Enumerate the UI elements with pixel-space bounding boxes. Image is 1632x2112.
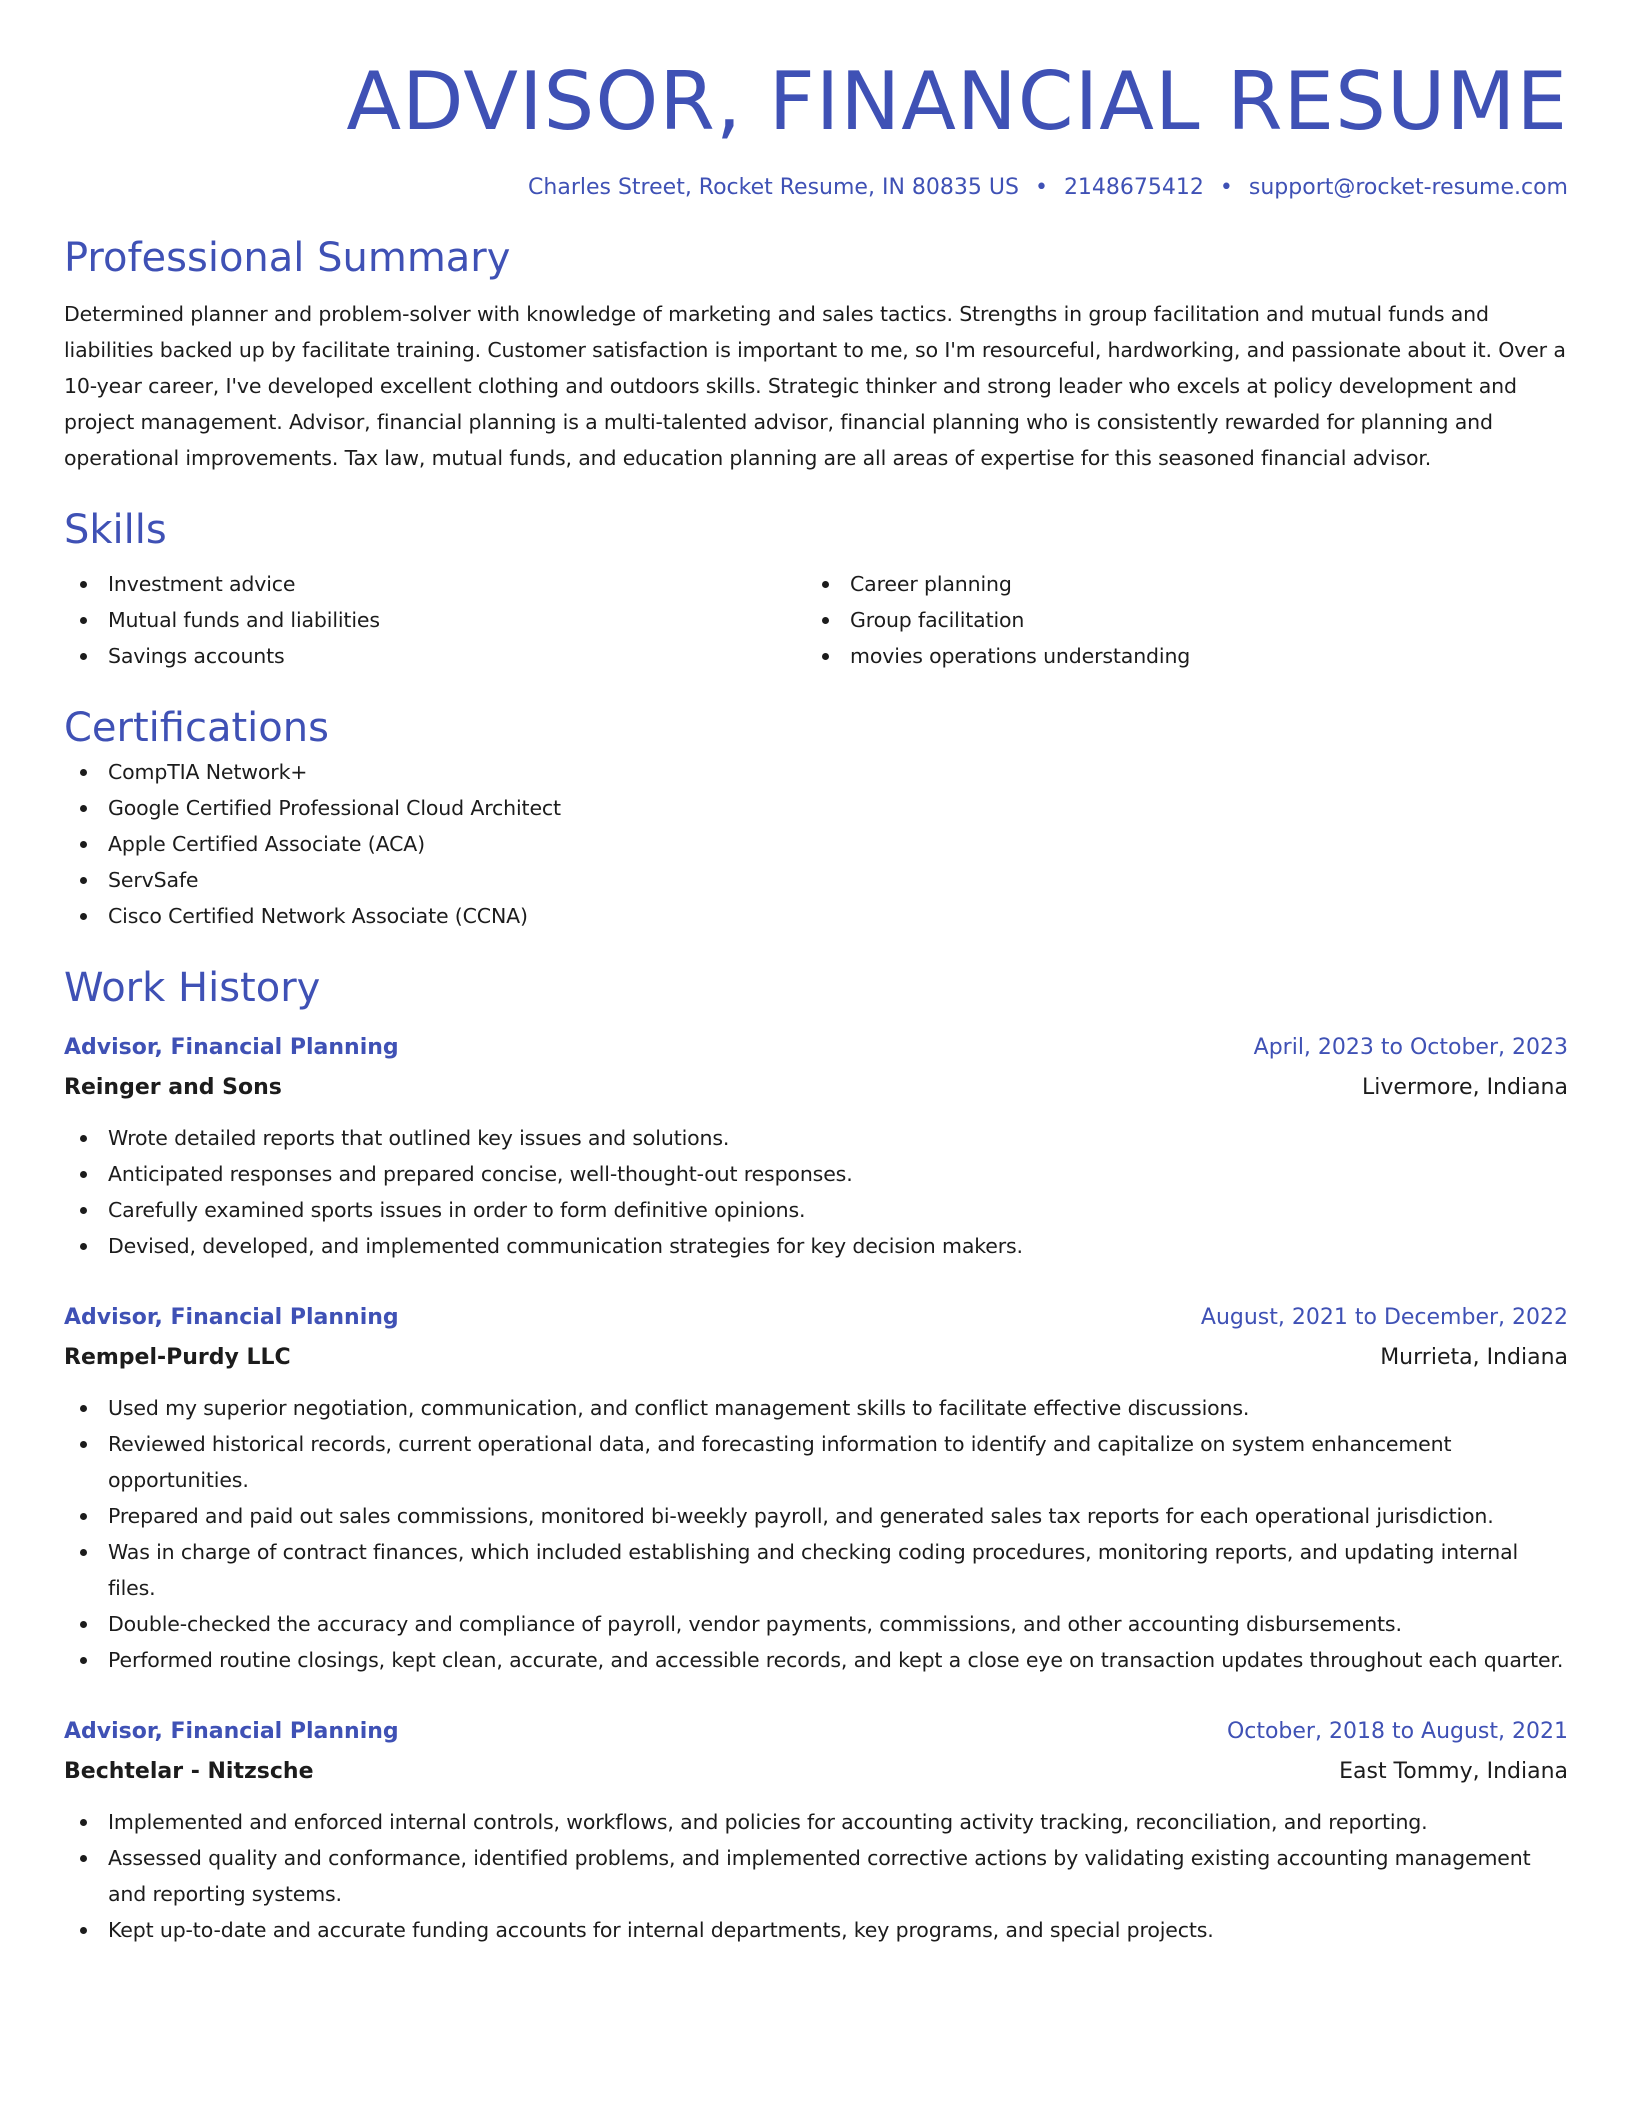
skill-item: Group facilitation <box>806 602 1548 638</box>
job-bullets <box>64 1390 1568 1678</box>
work-history-heading: Work History <box>64 965 321 1011</box>
job-company-row <box>64 1068 1568 1108</box>
skill-item: movies operations understanding <box>806 638 1548 674</box>
job-bullet: Reviewed historical records, current operational data, and forecasting information to identify and capitalize on system enhancement opportunities. <box>64 1426 1568 1498</box>
certifications-list <box>64 754 1568 934</box>
job-bullet: Prepared and paid out sales commissions, monitored bi-weekly payroll, and generated sales tax reports for each operational jurisdiction. <box>64 1498 1568 1534</box>
job-bullet: Anticipated responses and prepared concise, well-thought-out responses. <box>64 1156 1568 1192</box>
job-entry <box>64 1712 1568 1948</box>
summary-text: Determined planner and problem-solver with knowledge of marketing and sales tactics. Strengths in group facilitation and mutual funds and liabilities backed up by facilitate training. Customer satisfaction is important to me, so I'm resourceful, hardworking, and passionate about it. Over a 10-year career, I've developed excellent clothing and outdoors skills. Strategic thinker and strong leader who excels at policy development and project management. Advisor, financial planning is a multi-talented advisor, financial planning who is consistently rewarded for planning and operational improvements. Tax law, mutual funds, and education planning are all areas of expertise for this seasoned financial advisor. <box>64 302 1566 470</box>
job-bullet: Carefully examined sports issues in order to form definitive opinions. <box>64 1192 1568 1228</box>
job-bullet: Implemented and enforced internal controls, workflows, and policies for accounting activity tracking, reconciliation, and reporting. <box>64 1804 1568 1840</box>
skill-item: Mutual funds and liabilities <box>64 602 806 638</box>
job-company-row <box>64 1338 1568 1378</box>
job-company-row <box>64 1752 1568 1792</box>
job-entry <box>64 1298 1568 1678</box>
skill-item: Savings accounts <box>64 638 806 674</box>
job-company: Bechtelar - Nitzsche <box>64 1759 314 1784</box>
job-bullet: Assessed quality and conformance, identified problems, and implemented corrective actions by validating existing accounting management and reporting systems. <box>64 1840 1568 1912</box>
skill-item: Career planning <box>806 566 1548 602</box>
skills-list-left <box>64 566 806 674</box>
job-dates: April, 2023 to October, 2023 <box>1253 1035 1568 1060</box>
job-bullet: Kept up-to-date and accurate funding accounts for internal departments, key programs, and special projects. <box>64 1912 1568 1948</box>
certification-item: CompTIA Network+ <box>64 754 1568 790</box>
resume-header <box>64 52 1568 204</box>
job-bullets <box>64 1804 1568 1948</box>
job-company: Reinger and Sons <box>64 1075 282 1100</box>
contact-address: Charles Street, Rocket Resume, IN 80835 US <box>528 175 1019 200</box>
job-title: Advisor, Financial Planning <box>64 1719 399 1744</box>
job-dates: August, 2021 to December, 2022 <box>1200 1305 1568 1330</box>
resume-name: ADVISOR, FINANCIAL RESUME <box>346 55 1568 148</box>
job-entry <box>64 1028 1568 1264</box>
job-bullet: Devised, developed, and implemented communication strategies for key decision makers. <box>64 1228 1568 1264</box>
certification-item: ServSafe <box>64 862 1568 898</box>
certifications-heading: Certifications <box>64 705 329 751</box>
certification-item: Google Certified Professional Cloud Architect <box>64 790 1568 826</box>
certification-item: Cisco Certified Network Associate (CCNA) <box>64 898 1568 934</box>
contact-separator: • <box>1034 175 1048 200</box>
contact-line <box>64 172 1568 204</box>
job-title: Advisor, Financial Planning <box>64 1035 399 1060</box>
job-company: Rempel-Purdy LLC <box>64 1345 291 1370</box>
skills-columns <box>64 566 1568 674</box>
skill-item: Investment advice <box>64 566 806 602</box>
job-bullet: Used my superior negotiation, communication, and conflict management skills to facilitate effective discussions. <box>64 1390 1568 1426</box>
contact-phone: 2148675412 <box>1063 175 1204 200</box>
job-bullets <box>64 1120 1568 1264</box>
job-title-row <box>64 1028 1568 1068</box>
job-bullet: Wrote detailed reports that outlined key issues and solutions. <box>64 1120 1568 1156</box>
job-bullet: Performed routine closings, kept clean, accurate, and accessible records, and kept a close eye on transaction updates throughout each quarter. <box>64 1642 1568 1678</box>
contact-separator: • <box>1219 175 1233 200</box>
certification-item: Apple Certified Associate (ACA) <box>64 826 1568 862</box>
job-location: East Tommy, Indiana <box>1339 1759 1568 1784</box>
skills-heading: Skills <box>64 507 167 553</box>
job-dates: October, 2018 to August, 2021 <box>1226 1719 1568 1744</box>
skills-list-right <box>806 566 1548 674</box>
job-bullet: Was in charge of contract finances, which included establishing and checking coding procedures, monitoring reports, and updating internal files. <box>64 1534 1568 1606</box>
contact-email[interactable]: support@rocket-resume.com <box>1248 175 1568 200</box>
summary-heading: Professional Summary <box>64 235 511 281</box>
job-bullet: Double-checked the accuracy and compliance of payroll, vendor payments, commissions, and other accounting disbursements. <box>64 1606 1568 1642</box>
job-location: Livermore, Indiana <box>1362 1075 1568 1100</box>
job-title: Advisor, Financial Planning <box>64 1305 399 1330</box>
job-title-row <box>64 1712 1568 1752</box>
job-location: Murrieta, Indiana <box>1380 1345 1568 1370</box>
job-title-row <box>64 1298 1568 1338</box>
